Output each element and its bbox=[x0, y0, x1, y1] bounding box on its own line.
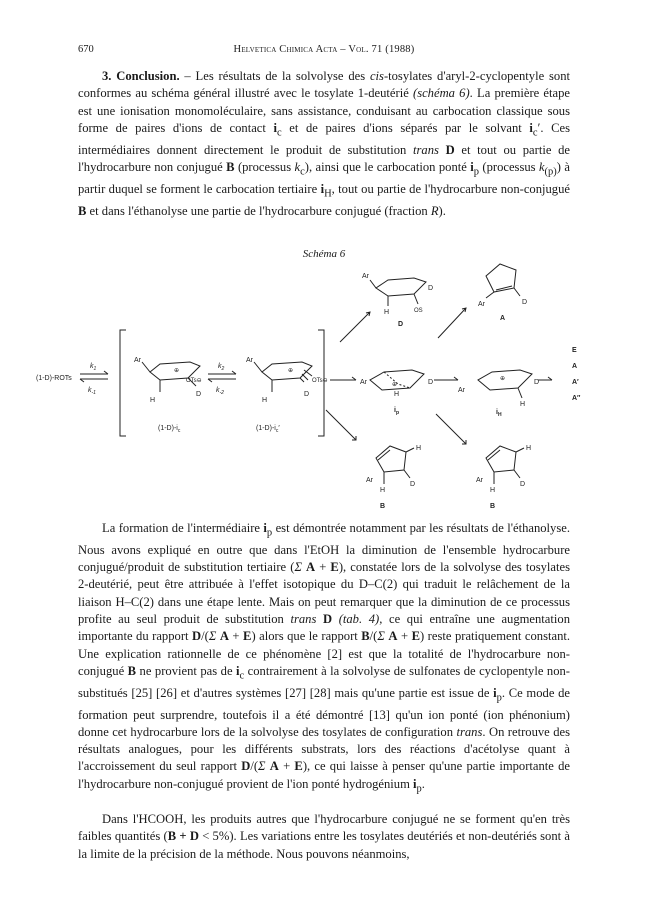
equilibrium-arrow-back bbox=[80, 379, 108, 382]
label-B2: B bbox=[490, 503, 496, 510]
product-E: E bbox=[572, 347, 577, 354]
svg-text:H: H bbox=[384, 309, 390, 316]
cyclopentyl-ring-D bbox=[376, 278, 426, 296]
section-heading: 3. Conclusion. bbox=[102, 69, 180, 83]
cyclopentene-A bbox=[486, 264, 516, 292]
hcooh-paragraph: Dans l'HCOOH, les produits autres que l'hydrocarbure conjugué ne se forment qu'en très faibles quantités (B + D < 5%). Les variations entre les tosylates deutériés et non-deutériés sont à la limite de la précision de la méthode. Nous pouvons néanmoins, bbox=[78, 812, 570, 861]
svg-text:H: H bbox=[526, 445, 532, 452]
label-ic: $(1-D)-i_c$ bbox=[158, 425, 181, 434]
product-A: A bbox=[572, 363, 578, 370]
cyclopentyl-ring-ic-prime bbox=[262, 362, 312, 380]
left-bracket bbox=[120, 330, 126, 436]
label-ip: $i_p$ bbox=[394, 407, 400, 416]
svg-text:D: D bbox=[520, 481, 526, 488]
arrow-to-B1 bbox=[326, 410, 356, 440]
label-iH: $i_H$ bbox=[496, 409, 502, 418]
svg-text:D: D bbox=[428, 379, 434, 386]
svg-text:D: D bbox=[522, 299, 528, 306]
label-A: A bbox=[500, 315, 506, 322]
svg-text:k2: $k_2$ bbox=[218, 363, 225, 372]
svg-text:Ar: Ar bbox=[360, 379, 367, 386]
svg-text:D: D bbox=[196, 391, 202, 398]
svg-text:OTs⊖: OTs⊖ bbox=[312, 378, 328, 384]
svg-text:D: D bbox=[428, 285, 434, 292]
svg-text:Ar: Ar bbox=[246, 357, 253, 364]
label-ic-prime: $(1-D)-i_c'$ bbox=[256, 425, 280, 434]
page-number: 670 bbox=[78, 44, 94, 55]
svg-text:D: D bbox=[304, 391, 310, 398]
svg-text:Ar: Ar bbox=[476, 477, 483, 484]
svg-text:H: H bbox=[150, 397, 156, 404]
conclusion-paragraph: 3. Conclusion. – Les résultats de la solvolyse des cis-tosylates d'aryl-2-cyclopentyle sont conformes au schéma général illustré avec le tosylate 1-deutérié (schéma 6). La première étape est une ionisation monomoléculaire, sans assistance, conduisant au carbocation classique sous forme de paires d'ions de contact $i_c$ et de paires d'ions séparés par le solvant $i_c'$. Ces intermédiaires donnent directement le produit de substitution trans D et tout ou partie de l'hydrocarbure non conjugué B (processus $k_c$), ainsi que le carbocation ponté $i_p$ (processus $k_{(p)}$) à partir duquel se forment le carbocation tertiaire $i_H$, tout ou partie de l'hydrocarbure non-conjugué B et dans l'éthanolyse une partie de l'hydrocarbure conjugué (fraction R). bbox=[78, 69, 570, 218]
arrow-to-products bbox=[538, 377, 552, 380]
reactant-label: (1-D)-ROTs bbox=[36, 375, 72, 382]
svg-text:H: H bbox=[416, 445, 422, 452]
schema-reference: (schéma 6) bbox=[413, 86, 470, 101]
running-head: Helvetica Chimica Acta – Vol. 71 (1988) bbox=[233, 44, 415, 55]
svg-text:k-2: $k_{-2}$ bbox=[216, 387, 224, 396]
svg-text:⊕: ⊕ bbox=[288, 368, 294, 374]
cyclopentene-B2 bbox=[486, 446, 516, 472]
intermediate-paragraph: La formation de l'intermédiaire $i_p$ est démontrée notamment par les résultats de l'éthanolyse. Nous avons expliqué en outre que dans l'EtOH la diminution de l'ensemble hydrocarbure conjugué/produit de substitution tertiaire (Σ A + E), constatée lors de la solvolyse des tosylates 2-deutérié, peut être attribuée à l'effet isotopique du D–C(2) qui traduit le relâchement de la liaison H–C(2) dans une étape lente. Mais on peut remarquer que la diminution de ce processus profite au seul produit de substitution trans D (tab. 4), ce qui entraîne une augmentation importante du rapport D/(Σ A + E) alors que le rapport B/(Σ A + E) reste pratiquement constant. Une explication rationnelle de ce phénomène [2] est que la totalité de l'hydrocarbure non-conjugué B ne provient pas de $i_c$ contrairement à la solvolyse de sulfonates de cyclopentyle non-substitués [25] [26] et d'autres systèmes [27] [28] mais qu'une partie est issue de $i_p$. Ce mode de formation peut surprendre, toutefois il a été démontré [13] qu'un ion ponté (ion phénonium) donne cet hydrocarbure lors de la solvolyse des tosylates de configuration trans. On retrouve des résultats analogues, pour les différents substrats, lors des réactions d'acétolyse quant à l'accroissement du seul rapport D/(Σ A + E), ce qui laisse à penser qu'une partie importante de l'hydrocarbure non-conjugué provient de l'ion ponté hydrogénium $i_p$. bbox=[78, 521, 571, 795]
svg-text:D: D bbox=[410, 481, 416, 488]
svg-text:k-1: $k_{-1}$ bbox=[88, 387, 96, 396]
table-reference: (tab. 4) bbox=[338, 612, 380, 626]
equilibrium-arrow-back-2 bbox=[208, 379, 236, 382]
arrow-to-ip bbox=[330, 377, 356, 380]
svg-text:⊕: ⊕ bbox=[392, 382, 398, 388]
cyclopentene-B1 bbox=[376, 446, 406, 472]
svg-text:H: H bbox=[490, 487, 496, 494]
product-A-prime: A′ bbox=[572, 379, 579, 386]
scheme-title: Schéma 6 bbox=[302, 248, 346, 260]
arrow-to-A bbox=[438, 308, 466, 338]
svg-text:Ar: Ar bbox=[478, 301, 485, 308]
svg-text:H: H bbox=[394, 391, 400, 398]
svg-text:Ar: Ar bbox=[362, 273, 369, 280]
svg-text:⊕: ⊕ bbox=[500, 376, 506, 382]
svg-text:OTs⊖: OTs⊖ bbox=[186, 378, 202, 384]
svg-text:Ar: Ar bbox=[458, 387, 465, 394]
svg-text:H: H bbox=[520, 401, 526, 408]
svg-text:OS: OS bbox=[414, 308, 423, 314]
svg-text:D: D bbox=[534, 379, 540, 386]
arrow-to-D bbox=[340, 312, 370, 342]
label-B1: B bbox=[380, 503, 386, 510]
arrow-to-B2 bbox=[436, 414, 466, 444]
svg-text:H: H bbox=[380, 487, 386, 494]
svg-text:k1: $k_1$ bbox=[90, 363, 97, 372]
ar-label: Ar bbox=[134, 357, 141, 364]
arrow-to-iH bbox=[434, 377, 458, 380]
svg-text:H: H bbox=[262, 397, 268, 404]
product-A-double-prime: A″ bbox=[572, 395, 581, 402]
label-D: D bbox=[398, 321, 404, 328]
svg-text:⊕: ⊕ bbox=[174, 368, 180, 374]
svg-text:Ar: Ar bbox=[366, 477, 373, 484]
